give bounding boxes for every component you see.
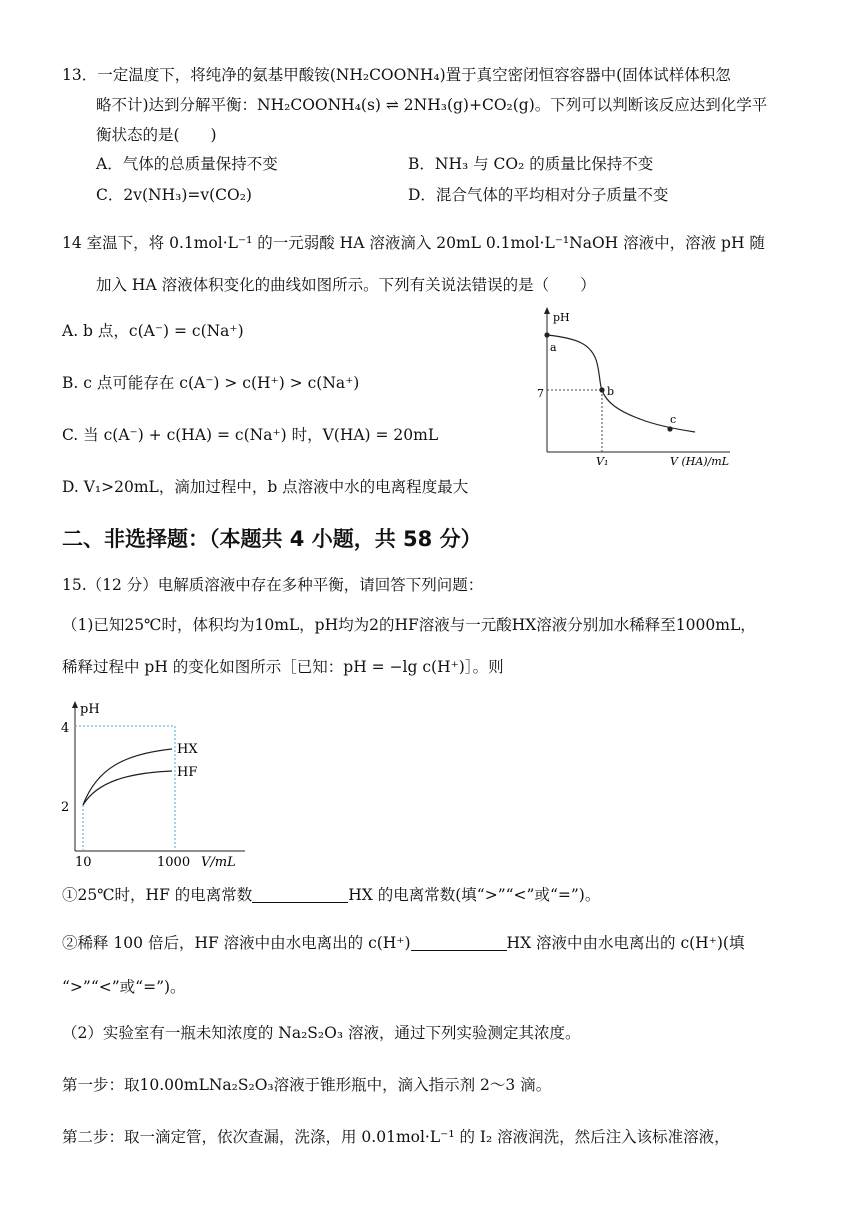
- q15-line1: 15.（12 分）电解质溶液中存在多种平衡，请回答下列问题：: [62, 576, 484, 594]
- q14-ytick-7: 7: [537, 387, 544, 400]
- q15-xlabel: V/mL: [201, 855, 236, 870]
- q14-point-a: [544, 332, 549, 337]
- q13-line3: 衡状态的是( ): [96, 126, 217, 144]
- q15-sub1-text-b: HX 的电离常数(填“>”“<”或“=”)。: [348, 886, 601, 904]
- q13-option-b: B．NH₃ 与 CO₂ 的质量比保持不变: [408, 155, 654, 173]
- q13-option-d: D．混合气体的平均相对分子质量不变: [408, 186, 669, 204]
- q14-point-b: [599, 387, 604, 392]
- q15-ytick-2: 2: [61, 800, 70, 815]
- q15-sub2-text: ②稀释 100 倍后，HF 溶液中由水电离出的 c(H⁺): [62, 934, 411, 952]
- q14-line1: 14 室温下，将 0.1mol·L⁻¹ 的一元弱酸 HA 溶液滴入 20mL 0.1mol·L⁻¹NaOH 溶液中，溶液 pH 随: [62, 234, 765, 252]
- section-heading: 二、非选择题：（本题共 4 小题，共 58 分）: [62, 527, 482, 551]
- q14-option-c: C. 当 c(A⁻) + c(HA) = c(Na⁺) 时，V(HA) = 20mL: [62, 426, 439, 444]
- q14-titration-graph: [530, 305, 770, 475]
- q15-part2: （2）实验室有一瓶未知浓度的 Na₂S₂O₃ 溶液，通过下列实验测定其浓度。: [62, 1024, 581, 1042]
- q15-legend-hf: HF: [177, 765, 198, 780]
- q13-option-a: A．气体的总质量保持不变: [96, 155, 278, 173]
- q14-label-c: c: [670, 413, 677, 426]
- q15-curve-hf: [83, 771, 172, 805]
- q15-sub1: [62, 884, 600, 906]
- q14-option-d: D. V₁>20mL，滴加过程中，b 点溶液中水的电离程度最大: [62, 478, 469, 496]
- q15-xtick-10: 10: [75, 855, 92, 870]
- q14-xtick-v1: V₁: [596, 455, 609, 468]
- q15-xtick-1000: 1000: [157, 855, 191, 870]
- q15-legend-hx: HX: [177, 742, 198, 757]
- q14-label-b: b: [607, 385, 615, 398]
- q15-sub1-text: ①25℃时，HF 的电离常数: [62, 886, 253, 904]
- q14-option-b: B. c 点可能存在 c(A⁻) > c(H⁺) > c(Na⁺): [62, 374, 360, 392]
- q15-step2: 第二步：取一滴定管，依次查漏，洗涤，用 0.01mol·L⁻¹ 的 I₂ 溶液润洗，然后注入该标准溶液，: [62, 1128, 730, 1146]
- q15-sub2-end: “>”“<”或“=”)。: [62, 978, 186, 996]
- q15-ylabel: pH: [80, 702, 100, 717]
- q15-line2: （1)已知25℃时，体积均为10mL，pH均为2的HF溶液与一元酸HX溶液分别加水稀释至1000mL，: [62, 616, 756, 634]
- q15-blank-2[interactable]: [411, 934, 507, 951]
- q15-sub2-text-b: HX 溶液中由水电离出的 c(H⁺)(填: [506, 934, 745, 952]
- q15-line3: 稀释过程中 pH 的变化如图所示［已知：pH = −lg c(H⁺)］。则: [62, 658, 504, 676]
- q15-blank-1[interactable]: [252, 886, 348, 903]
- q14-ylabel: pH: [553, 311, 570, 324]
- q15-dilution-graph: [55, 698, 255, 870]
- q14-label-a: a: [550, 341, 557, 354]
- q13-option-c: C．2v(NH₃)=v(CO₂): [96, 186, 252, 204]
- q15-sub2: [62, 932, 744, 954]
- q13-line1: 13．一定温度下，将纯净的氨基甲酸铵(NH₂COONH₄)置于真空密闭恒容容器中(固体试样体积忽: [62, 66, 731, 84]
- q14-line2: 加入 HA 溶液体积变化的曲线如图所示。下列有关说法错误的是（ ）: [96, 276, 596, 294]
- q15-ytick-4: 4: [61, 721, 70, 736]
- q15-step1: 第一步：取10.00mLNa₂S₂O₃溶液于锥形瓶中，滴入指示剂 2～3 滴。: [62, 1076, 552, 1094]
- q14-xlabel: V (HA)/mL: [670, 455, 730, 468]
- q14-option-a: A. b 点，c(A⁻) = c(Na⁺): [62, 322, 244, 340]
- q13-line2: 略不计)达到分解平衡：NH₂COONH₄(s) ⇌ 2NH₃(g)+CO₂(g)。下列可以判断该反应达到化学平: [96, 96, 768, 114]
- q14-point-c: [667, 426, 672, 431]
